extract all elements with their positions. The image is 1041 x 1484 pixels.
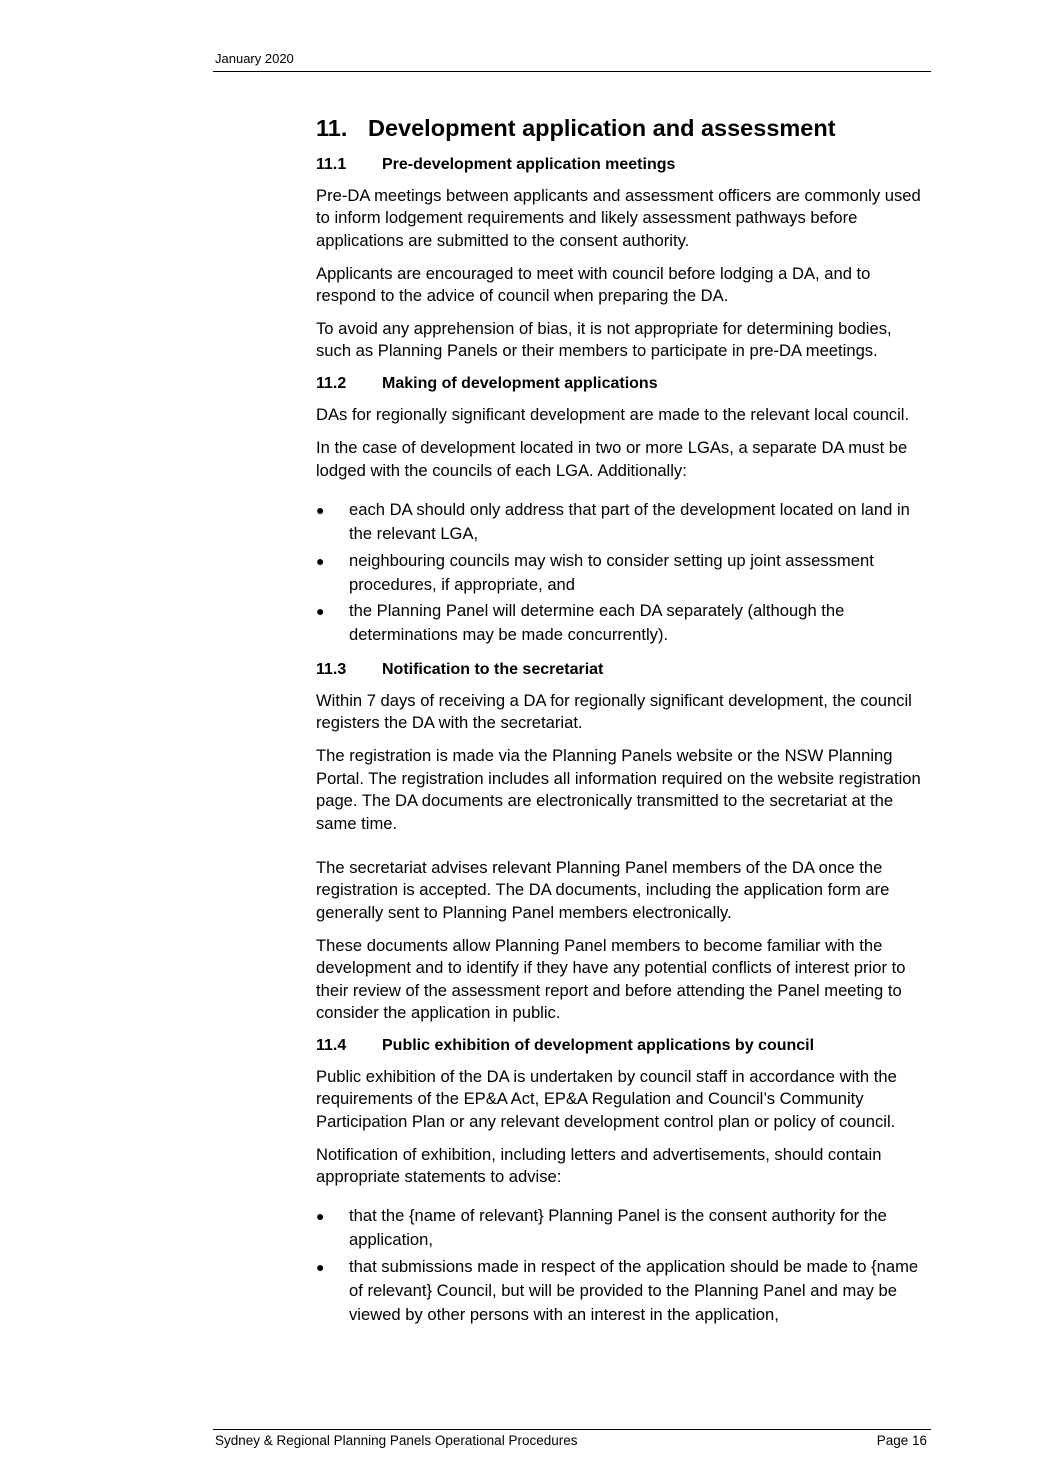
bullet-icon: ● [316,603,325,620]
paragraph: DAs for regionally significant development are made to the relevant local council. [316,405,910,425]
paragraph: Pre-DA meetings between applicants and assessment officers are commonly used to inform lodgement requirements and likely assessment pathways before applications are submitted to the consent authority. [316,186,921,250]
footer-page-number: Page 16 [876,1433,927,1448]
list-item-text: the Planning Panel will determine each DA separately (although the determinations may be made concurrently). [349,601,845,645]
subsection-title: Making of development applications [382,375,658,393]
list-item-text: each DA should only address that part of the development located on land in the relevant LGA, [349,500,910,544]
paragraph: Notification of exhibition, including letters and advertisements, should contain appropriate statements to advise: [316,1144,882,1186]
list-item [316,498,928,546]
subsection-title: Pre-development application meetings [382,156,676,173]
subsection-number: 11.4 [316,1036,347,1054]
bullet-icon: ● [316,1208,325,1225]
subsection-heading-11-1 [316,154,928,176]
footer-document-title: Sydney & Regional Planning Panels Operational Procedures [215,1433,578,1448]
paragraph: Within 7 days of receiving a DA for regionally significant development, the council registers the DA with the secretariat. [316,691,912,733]
section-number: 11. [316,115,348,141]
header-date: January 2020 [215,51,294,66]
section-title: Development application and assessment [368,115,836,141]
list-item-text: that submissions made in respect of the application should be made to {name of relevant} Council, but will be provided to the Planning Panel and may be viewed by other persons with an interest in the application, [349,1256,919,1324]
paragraph: Applicants are encouraged to meet with council before lodging a DA, and to respond to the advice of council when preparing the DA. [316,263,871,306]
paragraph: To avoid any apprehension of bias, it is not appropriate for determining bodies, such as Planning Panels or their members to participate in pre-DA meetings. [316,319,892,361]
bullet-icon: ● [316,502,325,519]
paragraph: The secretariat advises relevant Planning Panel members of the DA once the registration is accepted. The DA documents, including the application form are generally sent to Planning Panel members electronically. [316,858,890,922]
bullet-list [316,1204,928,1327]
list-item [316,1255,928,1327]
document-body [316,112,928,1339]
subsection-heading-11-2 [316,373,928,395]
subsection-number: 11.1 [316,156,347,173]
subsection-number: 11.3 [316,661,347,679]
bullet-icon: ● [316,1258,325,1275]
subsection-heading-11-4 [316,1035,928,1057]
paragraph: In the case of development located in two or more LGAs, a separate DA must be lodged with the councils of each LGA. Additionally: [316,438,908,480]
page-footer [213,1429,931,1454]
list-item [316,1204,928,1252]
subsection-number: 11.2 [316,375,347,393]
list-item [316,549,928,597]
list-item [316,599,928,647]
section-heading [316,112,928,144]
paragraph: These documents allow Planning Panel members to become familiar with the development and to identify if they have any potential conflicts of interest prior to their review of the assessment report and before attending the Panel meeting to consider the application in public. [316,935,906,1022]
subsection-title: Public exhibition of development applications by council [382,1036,815,1054]
paragraph: Public exhibition of the DA is undertaken by council staff in accordance with the requirements of the EP&A Act, EP&A Regulation and Council’s Community Participation Plan or any relevant development control plan or policy of council. [316,1066,897,1131]
list-item-text: that the {name of relevant} Planning Panel is the consent authority for the application, [349,1206,887,1250]
paragraph: The registration is made via the Planning Panels website or the NSW Planning Portal. The registration includes all information required on the website registration page. The DA documents are electronically transmitted to the secretariat at the same time. [316,746,921,833]
list-item-text: neighbouring councils may wish to consider setting up joint assessment procedures, if appropriate, and [349,550,874,594]
page-header [213,50,931,72]
subsection-title: Notification to the secretariat [382,661,604,679]
bullet-icon: ● [316,552,325,569]
subsection-heading-11-3 [316,659,928,681]
bullet-list [316,498,928,647]
